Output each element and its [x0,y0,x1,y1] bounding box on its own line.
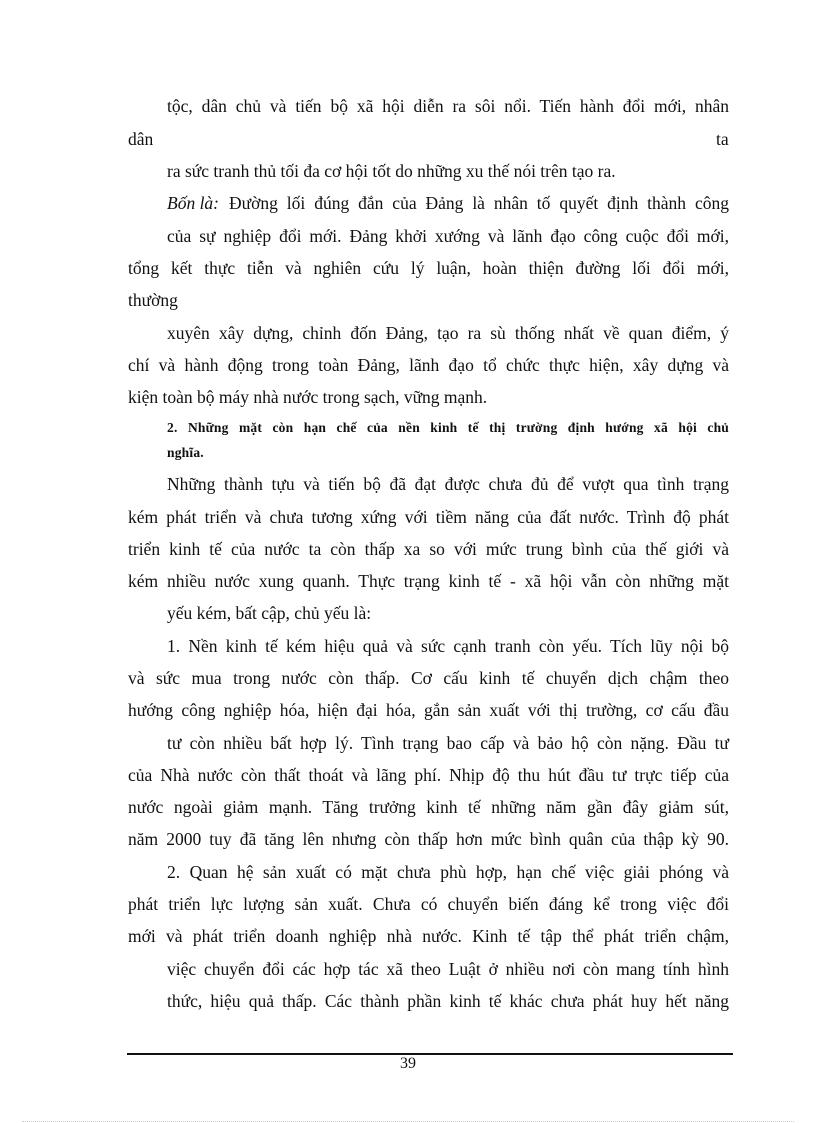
page-bottom-dotted-border [22,1121,794,1122]
text-line: kém nhiều nước xung quanh. Thực trạng kinh tế - xã hội vẫn còn những mặt [128,571,729,591]
text-line: 1. Nền kinh tế kém hiệu quả và sức cạnh tranh còn yếu. Tích lũy nội bộ [167,636,729,656]
text-line: 2. Quan hệ sản xuất có mặt chưa phù hợp, hạn chế việc giải phóng và [167,862,729,882]
text-line: tư còn nhiều bất hợp lý. Tình trạng bao cấp và bảo hộ còn nặng. Đầu tư [167,733,729,753]
text-line: dân [128,129,154,149]
text-line: nước ngoài giảm mạnh. Tăng trưởng kinh tế những năm gần đây giảm sút, [128,797,729,817]
text-line: mới và phát triển doanh nghiệp nhà nước. Kinh tế tập thể phát triển chậm, [128,926,729,946]
text-line: năm 2000 tuy đã tăng lên nhưng còn thấp hơn mức bình quân của thập kỳ 90. [128,829,729,849]
text-line: thức, hiệu quả thấp. Các thành phần kinh tế khác chưa phát huy hết năng [167,991,729,1011]
text-line: Đường lối đúng đắn của Đảng là nhân tố quyết định thành công [229,193,729,213]
text-line: chí và hành động trong toàn Đảng, lãnh đạo tổ chức thực hiện, xây dựng và [128,355,729,375]
page-number: 39 [400,1055,416,1072]
text-line: thường [128,290,178,310]
text-line: của Nhà nước còn thất thoát và lãng phí. Nhịp độ thu hút đầu tư trực tiếp của [128,765,729,785]
section-heading-cont: nghĩa. [167,445,204,460]
text-line: xuyên xây dựng, chỉnh đốn Đảng, tạo ra sù thống nhất về quan điểm, ý [167,323,729,343]
text-line: ra sức tranh thủ tối đa cơ hội tốt do những xu thế nói trên tạo ra. [167,161,616,181]
text-line: và sức mua trong nước còn thấp. Cơ cấu kinh tế chuyển dịch chậm theo [128,668,729,688]
text-line: của sự nghiệp đổi mới. Đảng khởi xướng và lãnh đạo công cuộc đổi mới, [167,226,729,246]
text-line: ta [716,129,729,149]
text-line: hướng công nghiệp hóa, hiện đại hóa, gắn sản xuất với thị trường, cơ cấu đầu [128,700,729,720]
text-line: Những thành tựu và tiến bộ đã đạt được chưa đủ để vượt qua tình trạng [167,474,729,494]
text-line: yếu kém, bất cập, chủ yếu là: [167,603,372,623]
text-line: việc chuyển đổi các hợp tác xã theo Luật ở nhiều nơi còn mang tính hình [167,959,729,979]
text-line: tộc, dân chủ và tiến bộ xã hội diễn ra sôi nổi. Tiến hành đổi mới, nhân [167,96,729,116]
section-heading: 2. Những mặt còn hạn chế của nền kinh tế thị trường định hướng xã hội chủ [167,420,729,435]
section-lead-italic: Bốn là: [167,193,220,213]
text-line: phát triển lực lượng sản xuất. Chưa có chuyển biến đáng kể trong việc đổi [128,894,729,914]
text-line: tổng kết thực tiễn và nghiên cứu lý luận, hoàn thiện đường lối đổi mới, [128,258,729,278]
text-line: triển kinh tế của nước ta còn thấp xa so với mức trung bình của thế giới và [128,539,729,559]
text-line: kiện toàn bộ máy nhà nước trong sạch, vững mạnh. [128,387,488,407]
text-line: kém phát triển và chưa tương xứng với tiềm năng của đất nước. Trình độ phát [128,507,729,527]
